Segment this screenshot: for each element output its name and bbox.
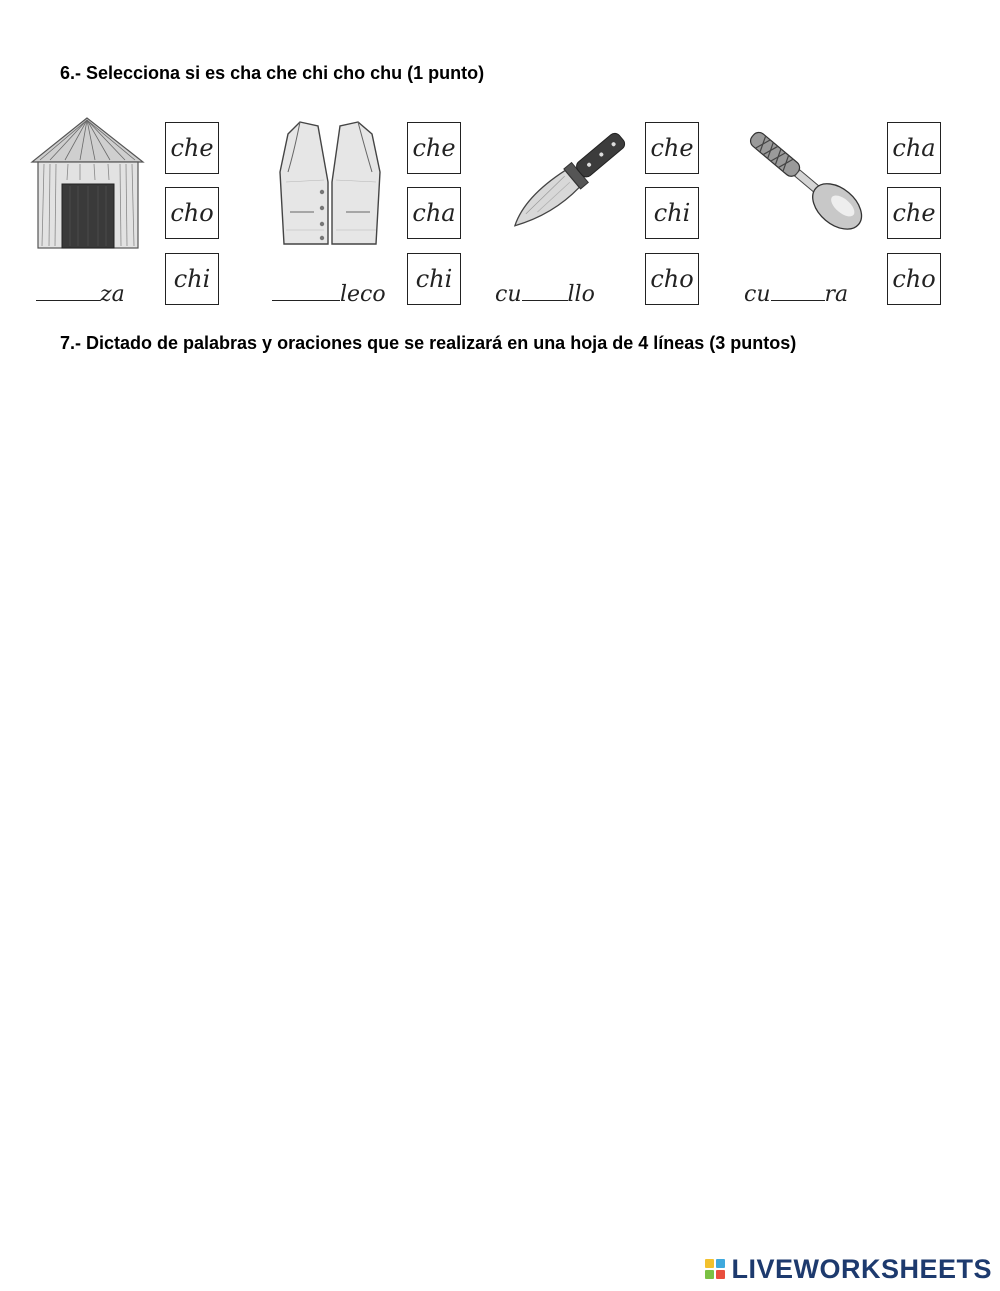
brand-name: LIVEWORKSHEETS: [731, 1253, 992, 1284]
word-fill-in: [495, 282, 595, 307]
option-chi[interactable]: chi: [165, 253, 219, 305]
option-cho[interactable]: cho: [645, 253, 699, 305]
option-cha[interactable]: cha: [407, 187, 461, 239]
option-cho[interactable]: cho: [165, 187, 219, 239]
logo-square-4: [716, 1270, 725, 1279]
option-che[interactable]: che: [165, 122, 219, 174]
hut-icon: [30, 112, 145, 252]
question-6-title: 6.- Selecciona si es cha che chi cho chu (1 punto): [60, 63, 485, 83]
answer-blank[interactable]: [522, 286, 568, 301]
spoon-icon: [738, 112, 878, 252]
exercise-1: [30, 112, 250, 312]
exercise-4: [738, 112, 958, 312]
logo-square-3: [705, 1270, 714, 1279]
word-suffix: za: [100, 282, 125, 307]
option-che[interactable]: che: [645, 122, 699, 174]
option-cho[interactable]: cho: [887, 253, 941, 305]
logo-square-1: [705, 1259, 714, 1268]
option-che[interactable]: che: [887, 187, 941, 239]
vest-icon: [270, 112, 390, 252]
logo-square-2: [716, 1259, 725, 1268]
logo-icon: [705, 1259, 725, 1279]
knife-icon: [495, 112, 640, 252]
question-7-title: 7.- Dictado de palabras y oraciones que se realizará en una hoja de 4 líneas (3 puntos): [60, 333, 797, 353]
answer-blank[interactable]: [36, 286, 100, 301]
exercise-2: [270, 112, 490, 312]
word-prefix: cu: [495, 282, 522, 307]
word-fill-in: [36, 282, 125, 307]
exercise-3: [495, 112, 715, 312]
word-fill-in: [744, 282, 848, 307]
option-che[interactable]: che: [407, 122, 461, 174]
option-cha[interactable]: cha: [887, 122, 941, 174]
answer-blank[interactable]: [272, 286, 340, 301]
answer-blank[interactable]: [771, 286, 825, 301]
word-suffix: llo: [567, 282, 595, 307]
word-suffix: ra: [824, 282, 849, 307]
word-suffix: leco: [340, 282, 386, 307]
word-prefix: cu: [744, 282, 771, 307]
option-chi[interactable]: chi: [407, 253, 461, 305]
word-fill-in: [272, 282, 386, 307]
option-chi[interactable]: chi: [645, 187, 699, 239]
liveworksheets-logo: [705, 1254, 992, 1284]
